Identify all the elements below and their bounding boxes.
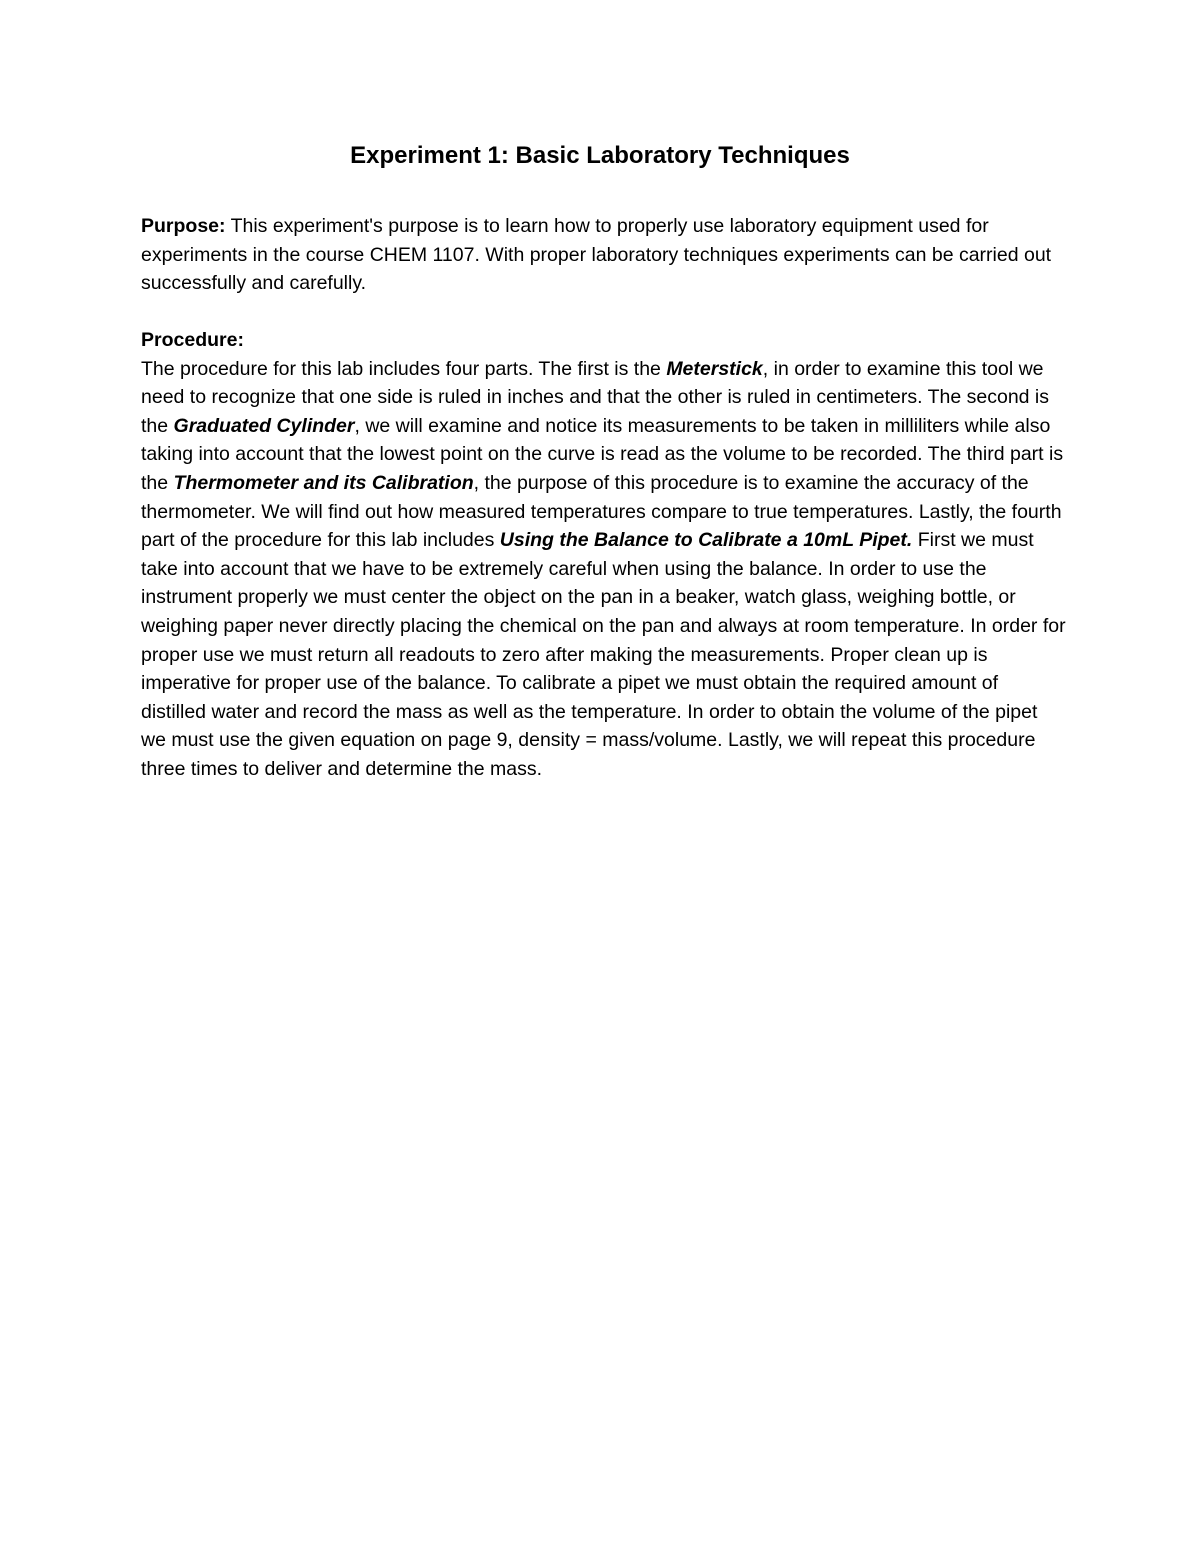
document-title: Experiment 1: Basic Laboratory Techniques [350,142,850,169]
procedure-label: Procedure: [141,329,244,351]
term-balance-pipet: Using the Balance to Calibrate a 10mL Pipet. [499,529,913,552]
purpose-label: Purpose: [141,215,226,237]
term-meterstick: Meterstick [666,357,763,380]
procedure-text-3: , we will examine and notice its measurements to be taken in milliliters while also taking into account that the lowest point on the curve is read as the volume to be recorded. The third part is the [141,414,1064,494]
procedure-text-1: The procedure for this lab includes four parts. The first is the [141,357,667,380]
term-graduated-cylinder: Graduated Cylinder [173,414,355,437]
procedure-text-4: , the purpose of this procedure is to examine the accuracy of the thermometer. We will find out how measured temperatures compare to true temperatures. Lastly, the fourth part of the procedure for this lab includes [141,471,1062,552]
procedure-paragraph [141,355,1066,784]
purpose-text: This experiment's purpose is to learn how to properly use laboratory equipment used for experiments in the course CHEM 1107. With proper laboratory techniques experiments can be carried out successfully and carefully. [141,215,1052,295]
procedure-text-2: , in order to examine this tool we need to recognize that one side is ruled in inches and that the other is ruled in centimeters. The second is the [141,357,1050,437]
procedure-section [141,326,1066,784]
procedure-text-5: First we must take into account that we have to be extremely careful when using the balance. In order to use the instrument properly we must center the object on the pan in a beaker, watch glass, weighing bottle, or weighing paper never directly placing the chemical on the pan and always at room temperature. In order for proper use we must return all readouts to zero after making the measurements. Proper clean up is imperative for proper use of the balance. To calibrate a pipet we must obtain the required amount of distilled water and record the mass as well as the temperature. In order to obtain the volume of the pipet we must use the given equation on page 9, density = mass/volume. Lastly, we will repeat this procedure three times to deliver and determine the mass. [141,529,1066,780]
purpose-paragraph [141,212,1066,298]
term-thermometer-calibration: Thermometer and its Calibration [173,471,474,494]
